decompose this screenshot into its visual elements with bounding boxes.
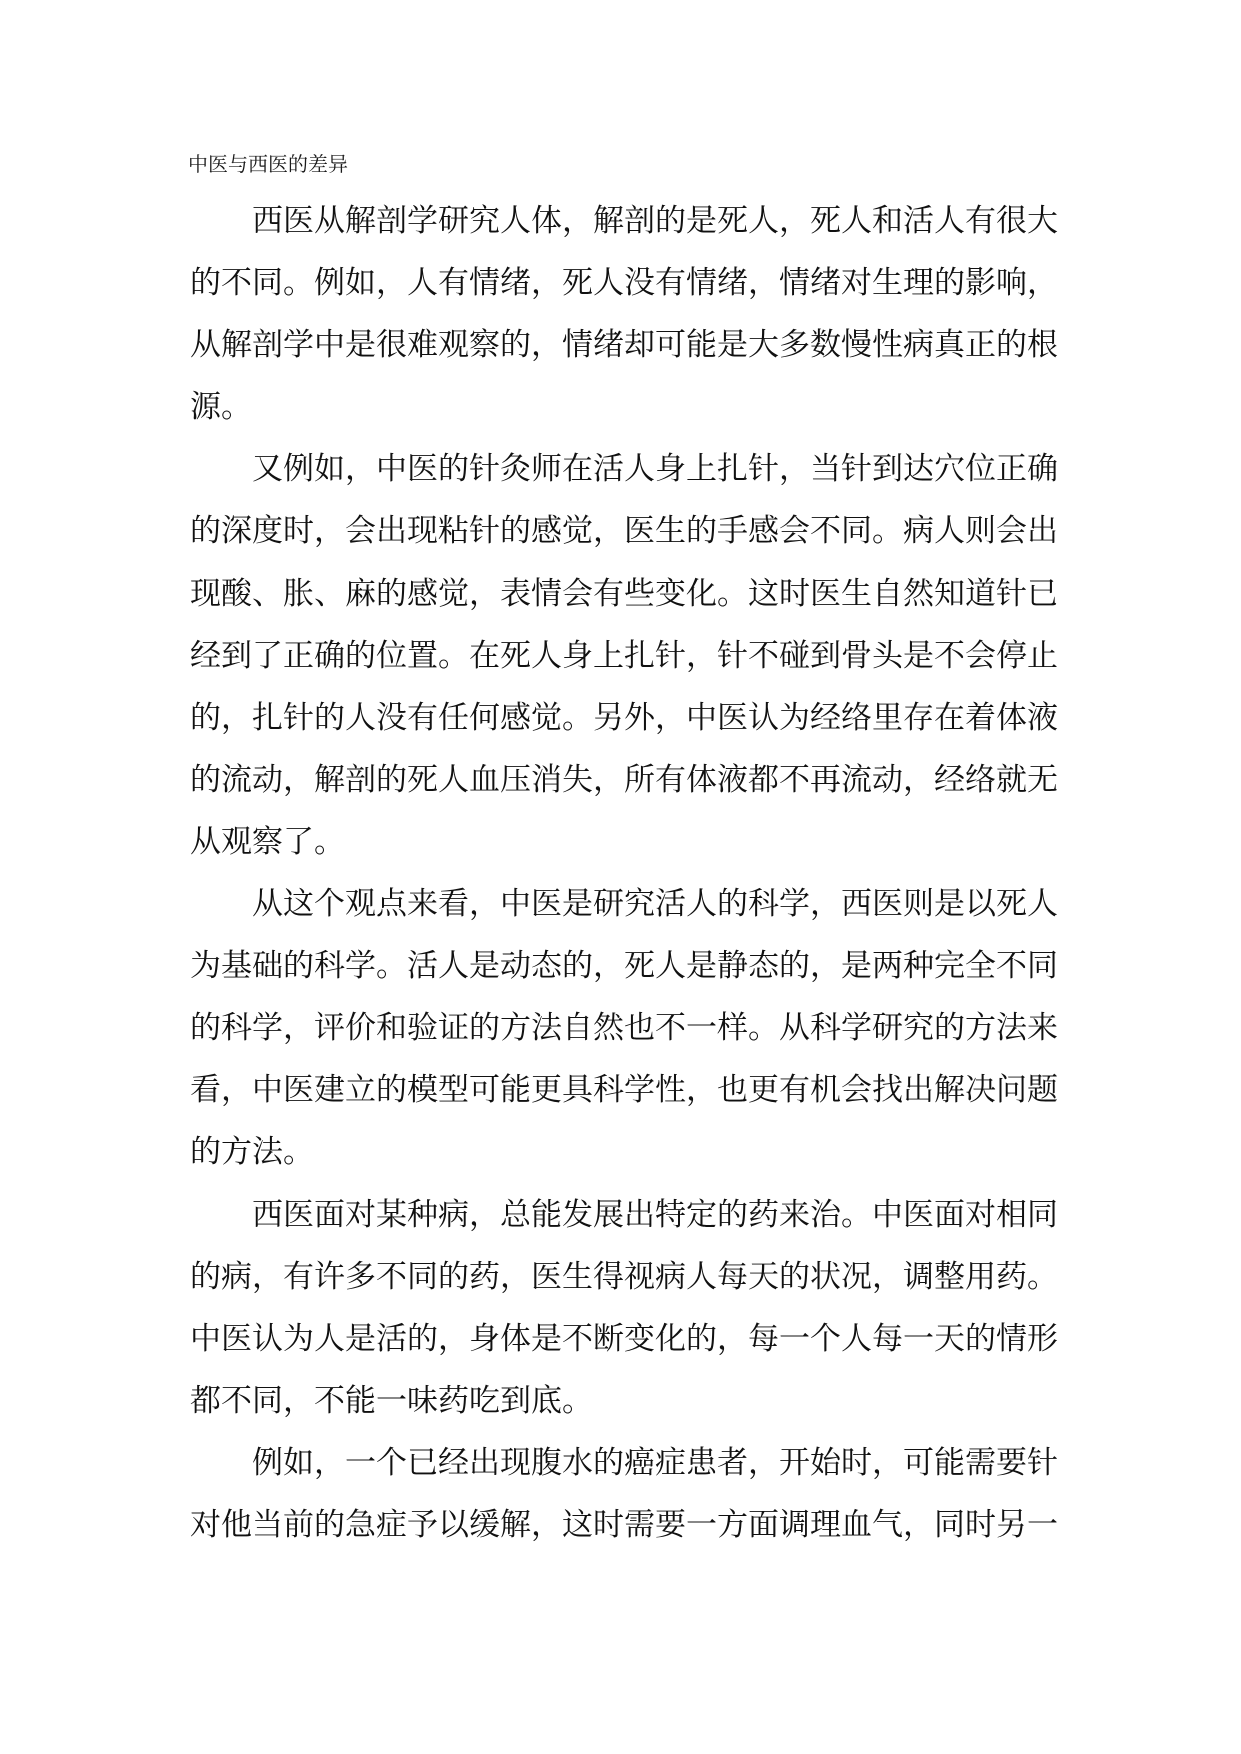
text-line: 的流动，解剖的死人血压消失，所有体液都不再流动，经络就无 — [190, 761, 1058, 798]
text-line: 经到了正确的位置。在死人身上扎针，针不碰到骨头是不会停止 — [190, 637, 1058, 674]
text-line: 为基础的科学。活人是动态的，死人是静态的，是两种完全不同 — [190, 948, 1058, 985]
text-line: 从解剖学中是很难观察的，情绪却可能是大多数慢性病真正的根 — [190, 327, 1058, 364]
paragraph — [190, 873, 1058, 1183]
text-line: 对他当前的急症予以缓解，这时需要一方面调理血气，同时另一 — [190, 1506, 1058, 1543]
text-line: 的科学，评价和验证的方法自然也不一样。从科学研究的方法来 — [190, 1010, 1058, 1047]
text-line: 的深度时，会出现粘针的感觉，医生的手感会不同。病人则会出 — [190, 513, 1058, 550]
text-line: 都不同，不能一味药吃到底。 — [190, 1382, 593, 1419]
text-line: 看，中医建立的模型可能更具科学性，也更有机会找出解决问题 — [190, 1072, 1058, 1109]
text-line: 的，扎针的人没有任何感觉。另外，中医认为经络里存在着体液 — [190, 699, 1058, 736]
text-line: 例如，一个已经出现腹水的癌症患者，开始时，可能需要针 — [252, 1444, 1058, 1481]
text-line: 从观察了。 — [190, 823, 345, 860]
text-line: 西医从解剖学研究人体，解剖的是死人，死人和活人有很大 — [252, 203, 1058, 239]
text-line: 的病，有许多不同的药，医生得视病人每天的状况，调整用药。 — [190, 1258, 1058, 1295]
text-line: 现酸、胀、麻的感觉，表情会有些变化。这时医生自然知道针已 — [190, 575, 1058, 612]
text-line: 西医面对某种病，总能发展出特定的药来治。中医面对相同 — [252, 1196, 1058, 1233]
paragraph — [190, 1184, 1058, 1432]
document-title: 中医与西医的差异 — [188, 152, 348, 176]
text-line: 源。 — [190, 389, 252, 426]
text-line: 又例如，中医的针灸师在活人身上扎针，当针到达穴位正确 — [252, 451, 1058, 488]
text-line: 从这个观点来看，中医是研究活人的科学，西医则是以死人 — [252, 886, 1058, 923]
text-line: 的不同。例如，人有情绪，死人没有情绪，情绪对生理的影响， — [190, 265, 1058, 302]
paragraph — [190, 438, 1058, 873]
text-line: 的方法。 — [190, 1134, 314, 1171]
document-body — [190, 190, 1058, 1556]
text-line: 中医认为人是活的，身体是不断变化的，每一个人每一天的情形 — [190, 1320, 1058, 1357]
paragraph — [190, 190, 1058, 438]
paragraph — [190, 1432, 1058, 1556]
